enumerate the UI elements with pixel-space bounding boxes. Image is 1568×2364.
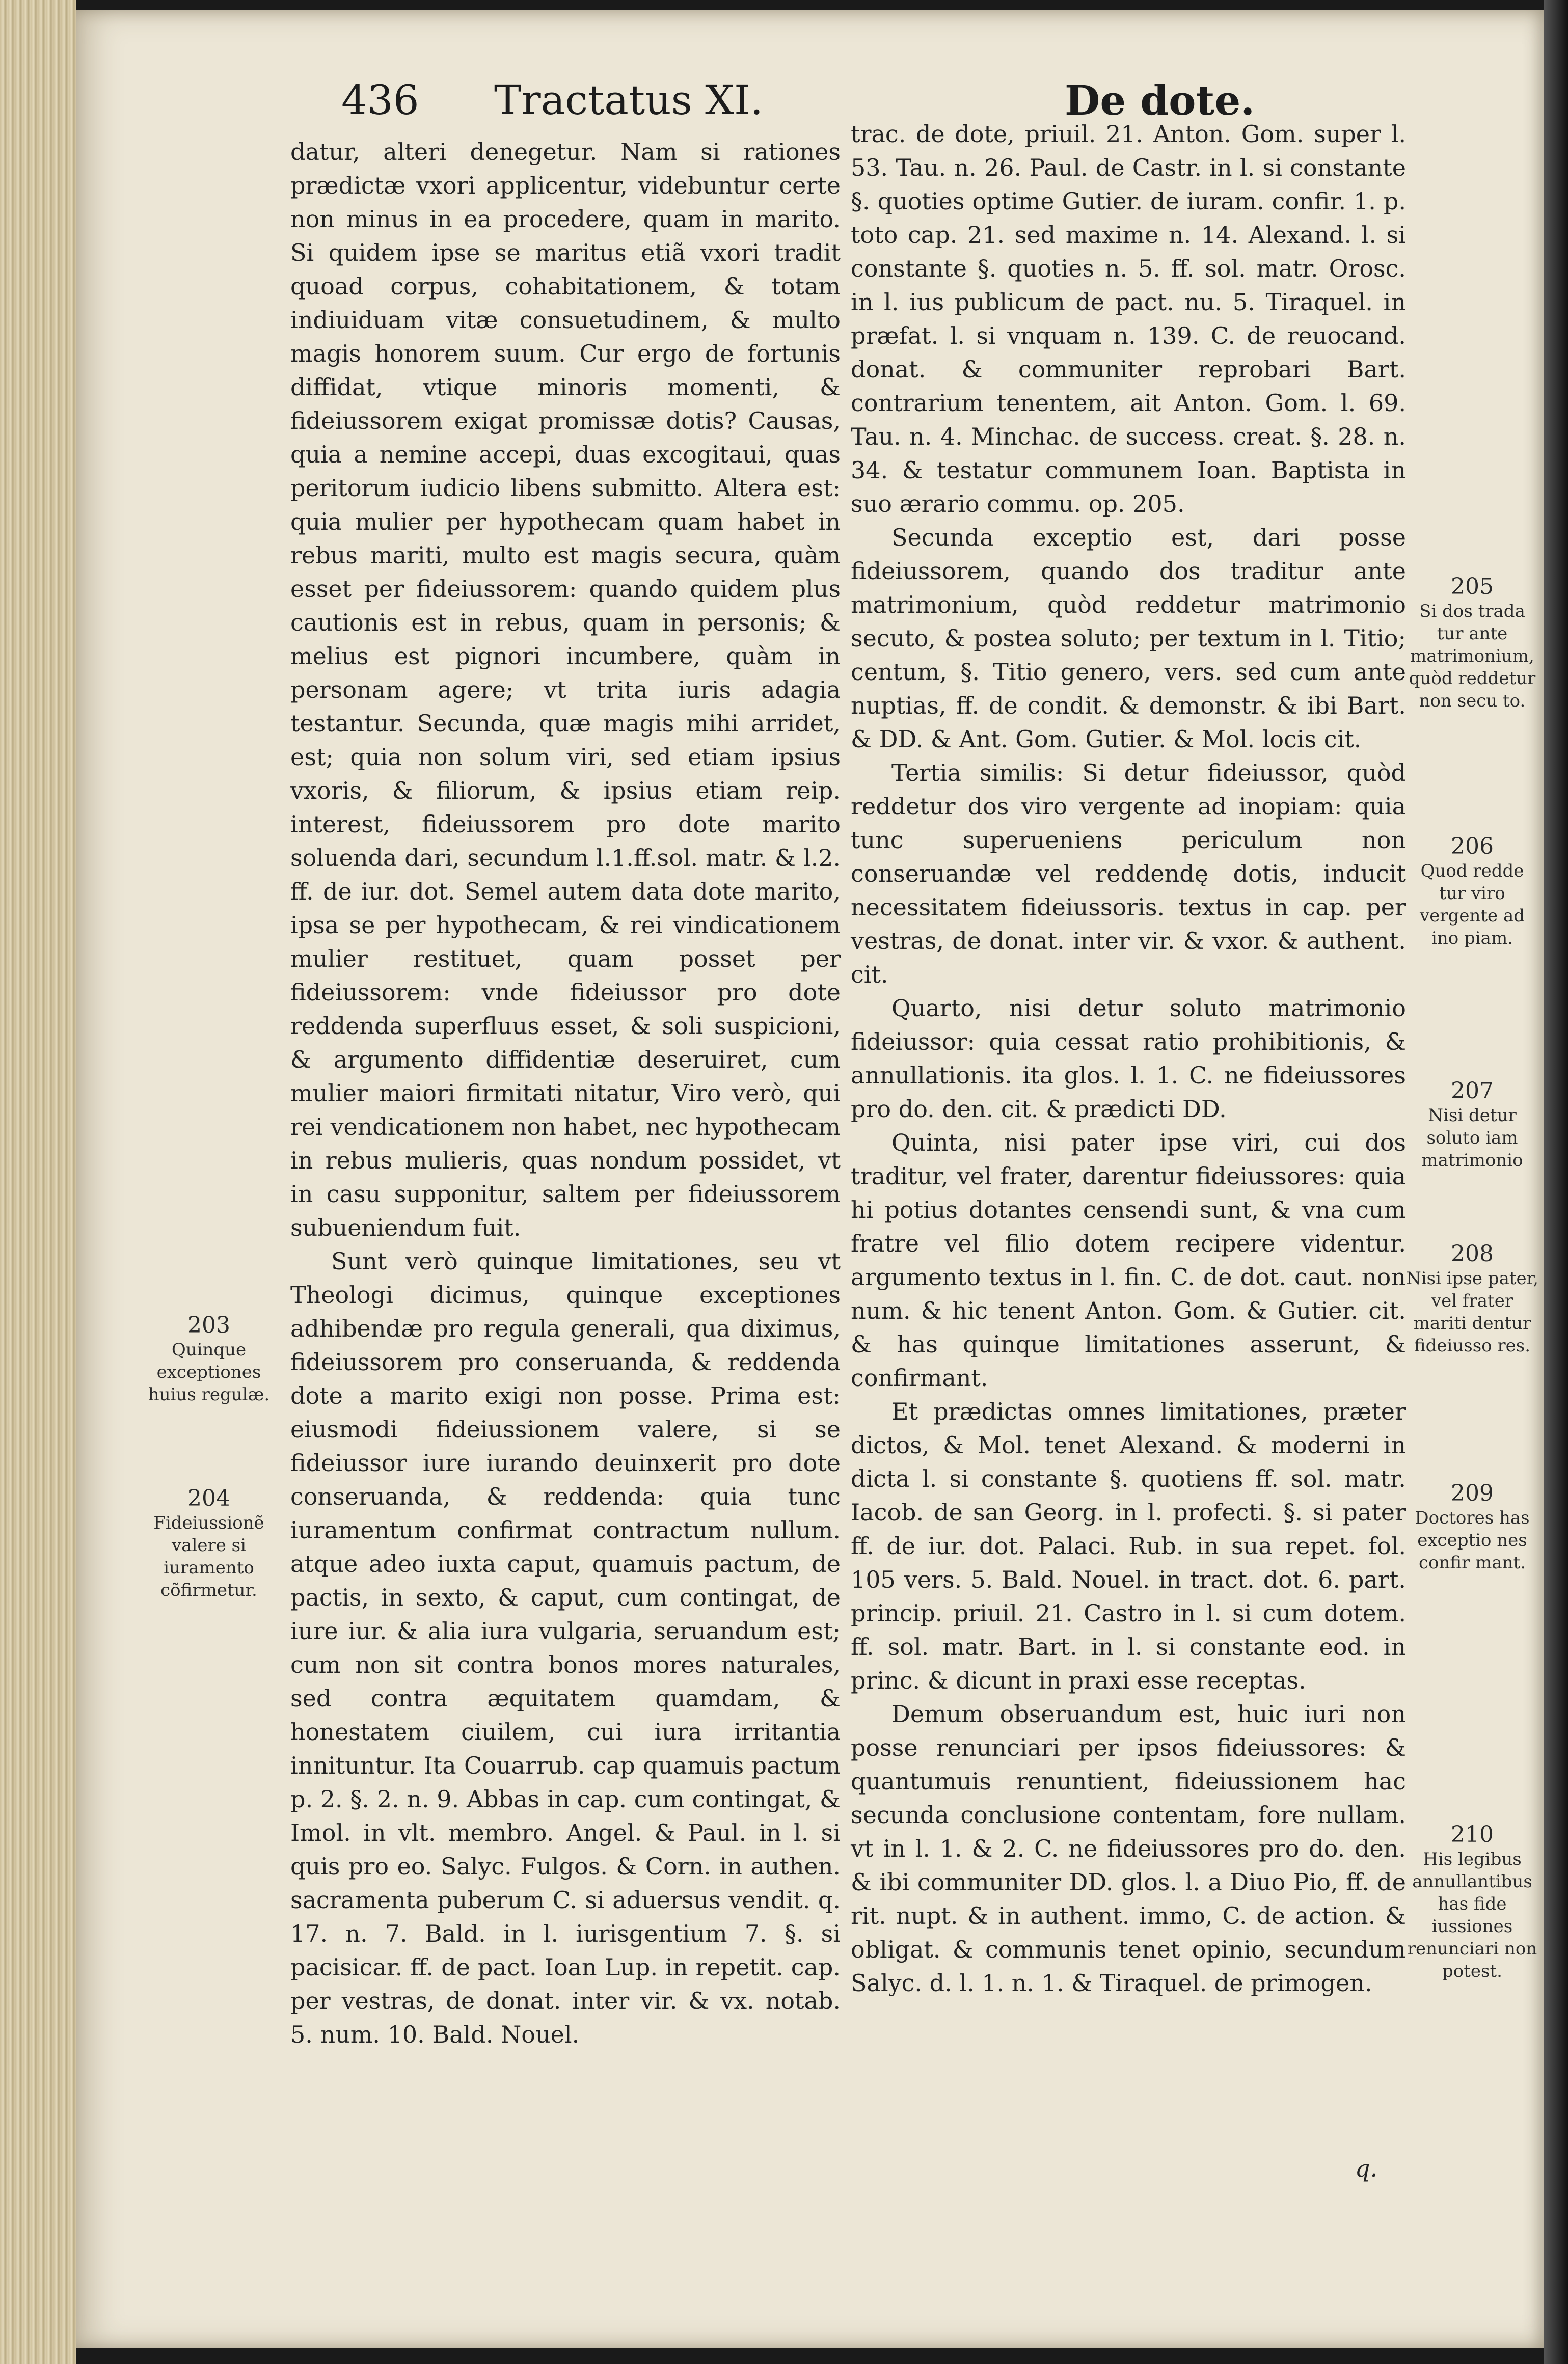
- margin-note-number: 207: [1451, 1078, 1494, 1104]
- left-paragraph-2: Sunt verò quinque limitationes, seu vt Theologi dicimus, quinque exceptiones adhibendæ pro regula generali, qua diximus, fideiussorem pro conseruanda, & reddenda dote a marito exigi non posse. Prima est: eiusmodi fideiussionem valere, si se fideiussor iure iurando deuinxerit pro dote conseruanda, & reddenda: quia tunc iuramentum confirmat contractum nullum. atque adeo iuxta caput, quamuis pactum, de pactis, in sexto, & caput, cum contingat, de iure iur. & alia iura vulgaria, seruandum est; cum non sit contra bonos mores naturales, sed contra æquitatem quamdam, & honestatem ciuilem, cui iura irritantia innituntur. Ita Couarrub. cap quamuis pactum p. 2. §. 2. n. 9. Abbas in cap. cum contingat, & Imol. in vlt. membro. Angel. & Paul. in l. si quis pro eo. Salyc. Fulgos. & Corn. in authen. sacramenta puberum C. si aduersus vendit. q. 17. n. 7. Bald. in l. iurisgentium 7. §. si pacisicar. ff. de pact. Ioan Lup. in repetit. cap. per vestras, de donat. inter vir. & vx. notab. 5. num. 10. Bald. Nouel.: [290, 1247, 841, 2048]
- left-text-column: [290, 135, 841, 2051]
- margin-note-number: 208: [1451, 1241, 1494, 1267]
- binding-shadow: [1544, 0, 1568, 2364]
- book-page-edges: [0, 0, 76, 2364]
- margin-note-number: 203: [187, 1312, 230, 1338]
- margin-note-text: Nisi ipse pater, vel frater mariti dentur fideiusso res.: [1406, 1268, 1538, 1356]
- running-title-right: De dote.: [1065, 76, 1255, 124]
- right-paragraph-5: Quinta, nisi pater ipse viri, cui dos traditur, vel frater, darentur fideiussores: quia hi potius dotantes censendi sunt, & vna cum fratre vel filio dotem recipere videntur. argumento textus in l. fin. C. de dot. caut. non num. & hic tenent Anton. Gom. & Gutier. cit. & has quinque limitationes asserunt, & confirmant.: [851, 1129, 1406, 1392]
- right-text-column: [851, 117, 1406, 2000]
- right-paragraph-1: trac. de dote, priuil. 21. Anton. Gom. super l. 53. Tau. n. 26. Paul. de Castr. in l. si constante §. quoties optime Gutier. de iuram. confir. 1. p. toto cap. 21. sed maxime n. 14. Alexand. l. si constante §. quoties n. 5. ff. sol. matr. Orosc. in l. ius publicum de pact. nu. 5. Tiraquel. in præfat. l. si vnquam n. 139. C. de reuocand. donat. & communiter reprobari Bart. contrarium tenentem, ait Anton. Gom. l. 69. Tau. n. 4. Minchac. de success. creat. §. 28. n. 34. & testatur communem Ioan. Baptista in suo ærario commu. op. 205.: [851, 120, 1406, 518]
- margin-note-text: Nisi detur soluto iam matrimonio: [1421, 1105, 1523, 1171]
- left-paragraph-1: datur, alteri denegetur. Nam si rationes prædictæ vxori applicentur, videbuntur certe non minus in ea procedere, quam in marito. Si quidem ipse se maritus etiã vxori tradit quoad corpus, cohabitationem, & totam indiuiduam vitæ consuetudinem, & multo magis honorem suum. Cur ergo de fortunis diffidat, vtique minoris momenti, & fideiussorem exigat promissæ dotis? Causas, quia a nemine accepi, duas excogitaui, quas peritorum iudicio libens submitto. Altera est: quia mulier per hypothecam quam habet in rebus mariti, multo est magis secura, quàm esset per fideiussorem: quando quidem plus cautionis est in rebus, quam in personis; & melius est pignori incumbere, quàm in personam agere; vt trita iuris adagia testantur. Secunda, quæ magis mihi arridet, est; quia non solum viri, sed etiam ipsius vxoris, & filiorum, & ipsius etiam reip. interest, fideiussorem pro dote marito soluenda dari, secundum l.1.ff.sol. matr. & l.2. ff. de iur. dot. Semel autem data dote marito, ipsa se per hypothecam, & rei vindicationem mulier restituet, quam posset per fideiussorem: vnde fideiussor pro dote reddenda superfluus esset, & soli suspicioni, & argumento diffidentiæ deseruiret, cum mulier maiori firmitati nitatur, Viro verò, qui rei vendicationem non habet, nec hypothecam in rebus mulieris, quas nondum possidet, vt in casu supponitur, saltem per fideiussorem subueniendum fuit.: [290, 138, 841, 1241]
- page-number: 436: [341, 76, 419, 124]
- right-paragraph-3: Tertia similis: Si detur fideiussor, quòd reddetur dos viro vergente ad inopiam: quia tunc superueniens periculum non conseruandæ vel reddendę dotis, inducit necessitatem fideiussoris. textus in cap. per vestras, de donat. inter vir. & vxor. & authent. cit.: [851, 759, 1406, 988]
- right-paragraph-7: Demum obseruandum est, huic iuri non posse renunciari per ipsos fideiussores: & quantumuis renuntient, fideiussionem hac secunda conclusione contentam, fore nullam. vt in l. 1. & 2. C. ne fideiussores pro do. den. & ibi communiter DD. glos. l. a Diuo Pio, ff. de rit. nupt. & in authent. immo, C. de action. & obligat. & communis tenet opinio, secundum Salyc. d. l. 1. n. 1. & Tiraquel. de primogen.: [851, 1700, 1406, 1997]
- margin-note-204: [132, 1487, 285, 1601]
- margin-note-text: Doctores has exceptio nes confir mant.: [1415, 1508, 1530, 1573]
- margin-note-205: [1406, 576, 1538, 712]
- margin-note-206: [1406, 835, 1538, 949]
- margin-note-number: 205: [1451, 574, 1494, 600]
- margin-note-text: Quinque exceptiones huius regulæ.: [148, 1340, 270, 1405]
- margin-note-210: [1406, 1824, 1538, 1982]
- margin-note-number: 209: [1451, 1480, 1494, 1506]
- margin-note-208: [1406, 1243, 1538, 1357]
- margin-note-number: 204: [187, 1485, 230, 1511]
- right-paragraph-4: Quarto, nisi detur soluto matrimonio fideiussor: quia cessat ratio prohibitionis, & annullationis. ita glos. l. 1. C. ne fideiussores pro do. den. cit. & prædicti DD.: [851, 994, 1406, 1123]
- margin-note-number: 206: [1451, 833, 1494, 859]
- margin-note-number: 210: [1451, 1822, 1494, 1847]
- margin-note-text: Si dos trada tur ante matrimonium, quòd reddetur non secu to.: [1409, 601, 1536, 711]
- margin-note-203: [132, 1314, 285, 1406]
- margin-note-text: Quod redde tur viro vergente ad ino piam.: [1420, 861, 1525, 948]
- running-title-left: Tractatus XI.: [494, 76, 764, 124]
- margin-note-207: [1406, 1080, 1538, 1172]
- right-paragraph-2: Secunda exceptio est, dari posse fideiussorem, quando dos traditur ante matrimonium, quòd reddetur matrimonio secuto, & postea soluto; per textum in l. Titio; centum, §. Titio genero, vers. sed cum ante nuptias, ff. de condit. & demonstr. & ibi Bart. & DD. & Ant. Gom. Gutier. & Mol. locis cit.: [851, 524, 1406, 753]
- margin-note-text: His legibus annullantibus has fide iussiones renunciari non potest.: [1407, 1849, 1537, 1981]
- margin-note-text: Fideiussionẽ valere si iuramento cõfirmetur.: [153, 1513, 264, 1600]
- right-paragraph-6: Et prædictas omnes limitationes, præter dictos, & Mol. tenet Alexand. & moderni in dicta l. si constante §. quotiens ff. sol. matr. Iacob. de san Georg. in l. profecti. §. si pater ff. de iur. dot. Palaci. Rub. in sua repet. fol. 105 vers. 5. Bald. Nouel. in tract. dot. 6. part. princip. priuil. 21. Castro in l. si cum dotem. ff. sol. matr. Bart. in l. si constante eod. in princ. & dicunt in praxi esse receptas.: [851, 1398, 1406, 1694]
- margin-note-209: [1406, 1482, 1538, 1574]
- catchword: q.: [1355, 2155, 1378, 2182]
